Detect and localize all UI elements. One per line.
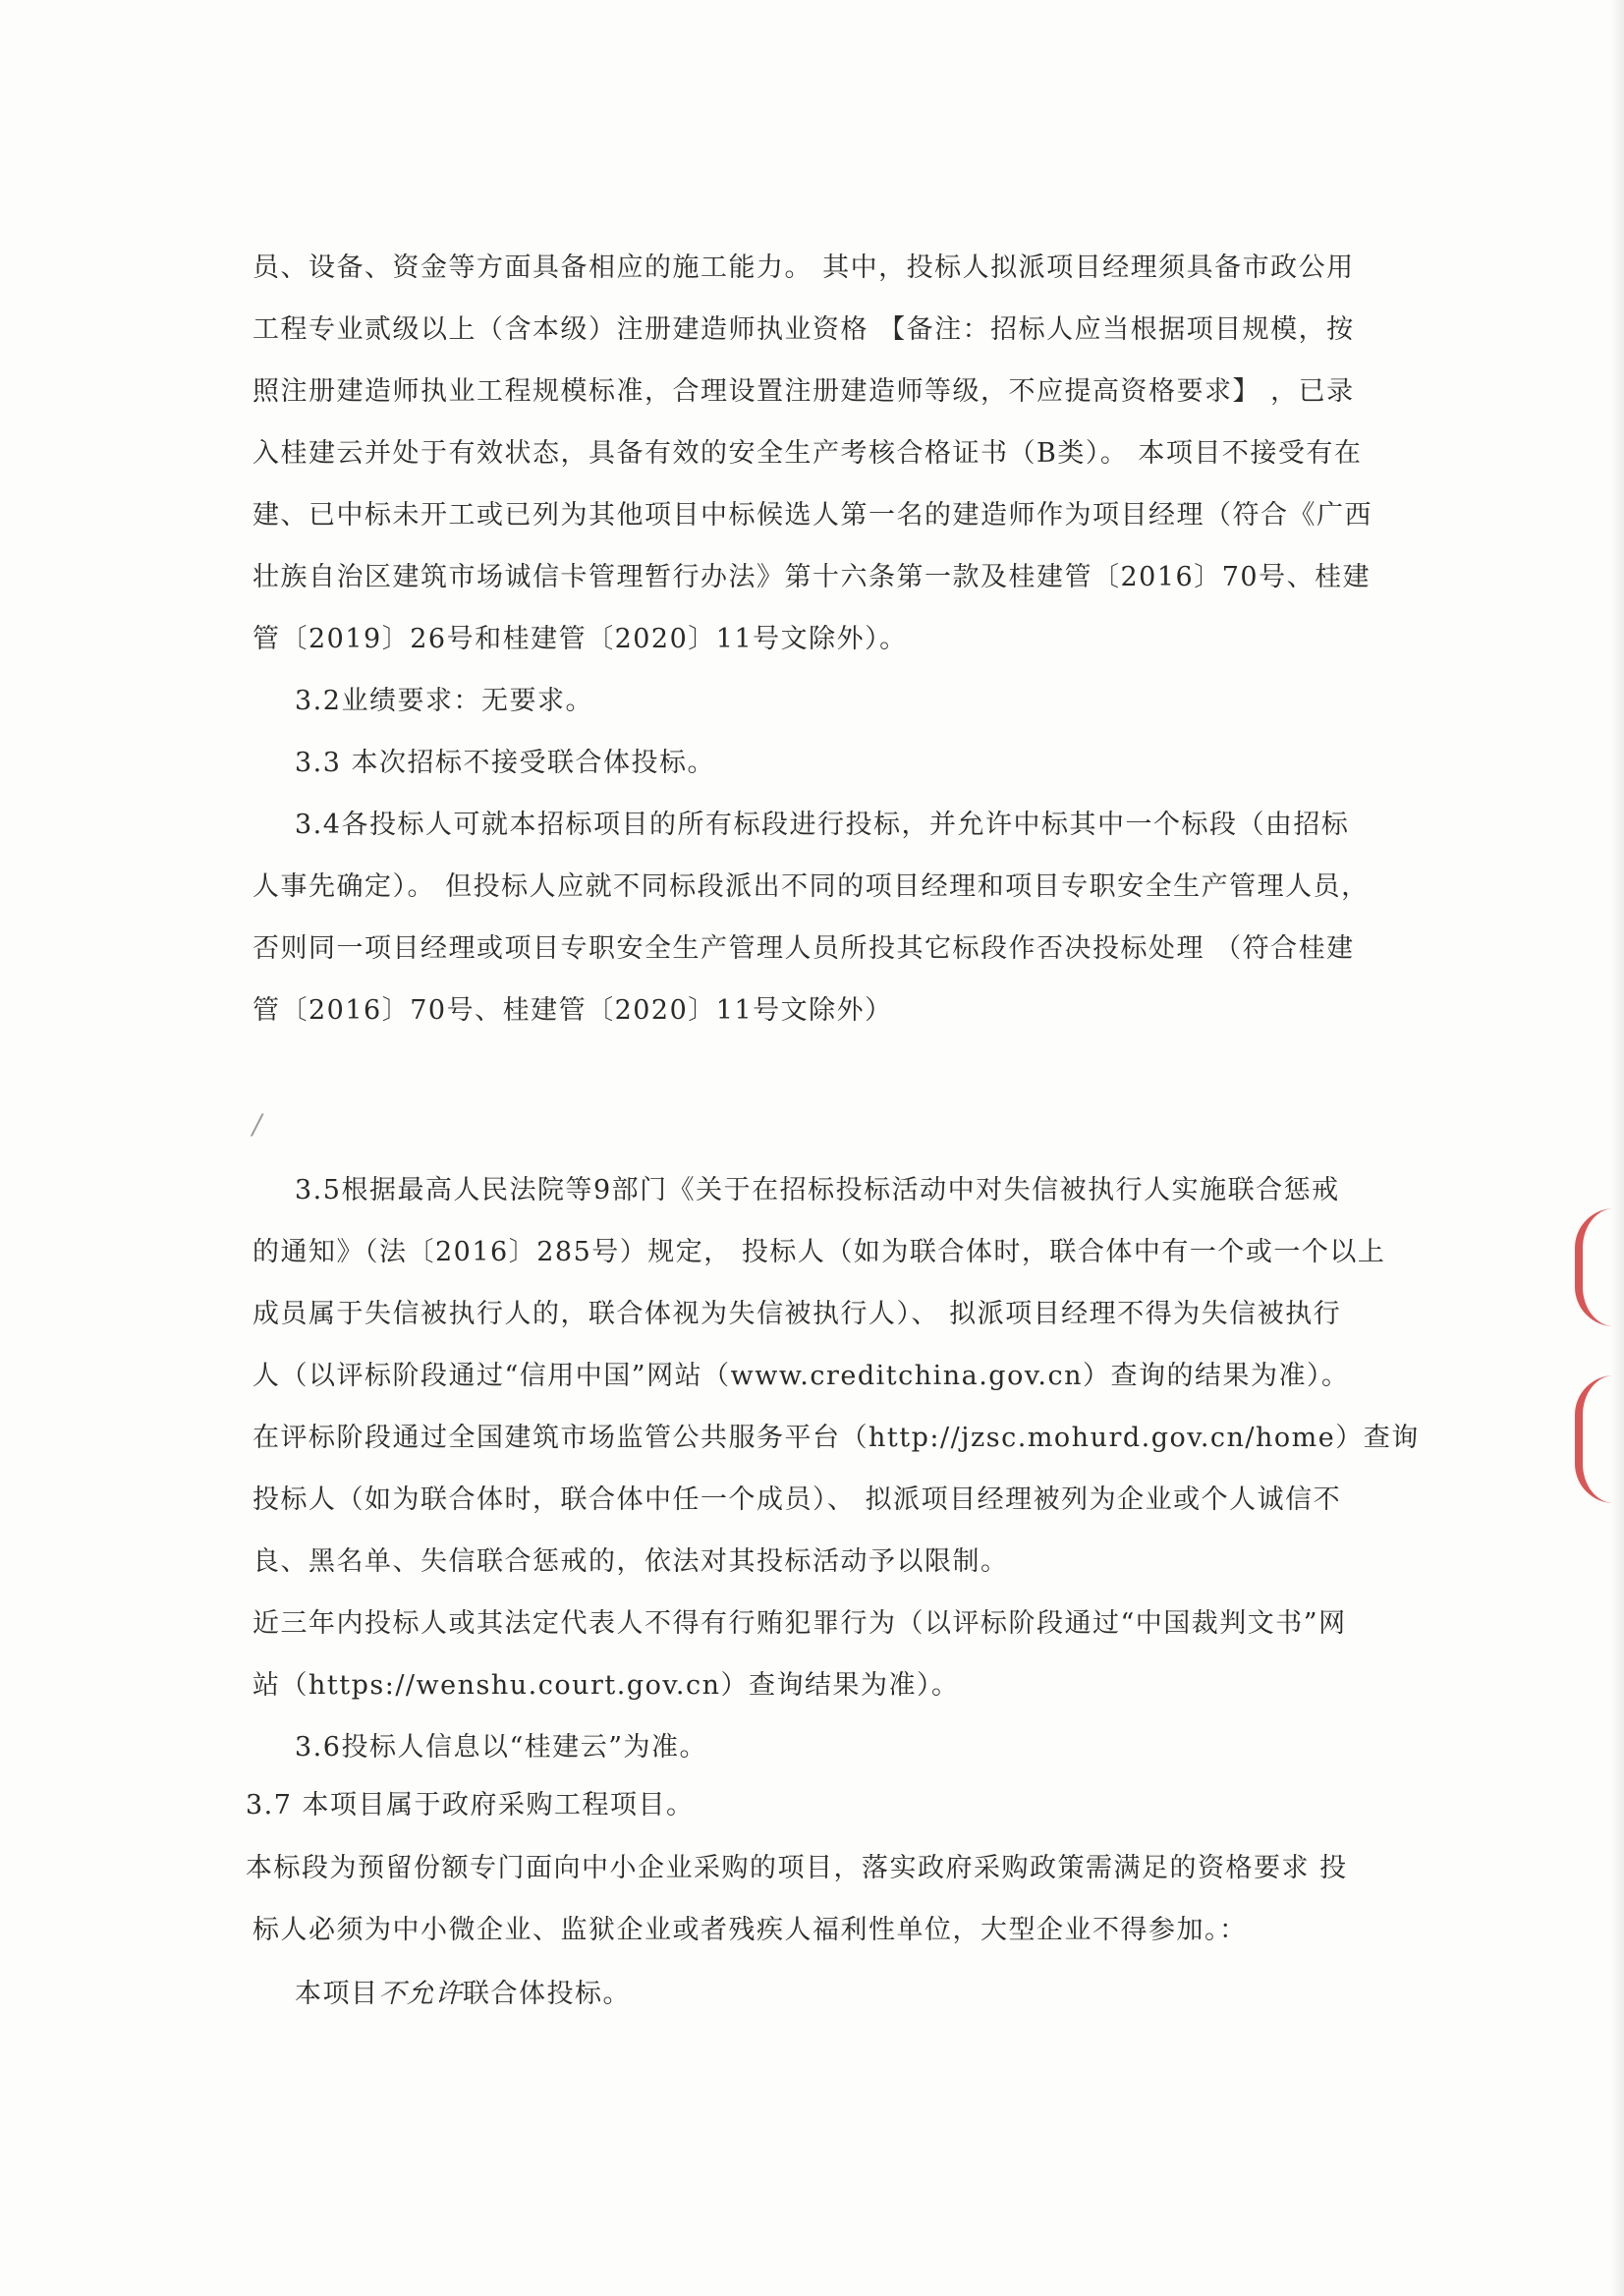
clause-3-7: 3.7 本项目属于政府采购工程项目。 xyxy=(246,1790,695,1820)
paragraph-line: 建、已中标未开工或已列为其他项目中标候选人第一名的建造师作为项目经理（符合《广西 xyxy=(252,500,1372,531)
paragraph-line: 管〔2016〕70号、桂建管〔2020〕11号文除外） xyxy=(252,995,893,1026)
paragraph-line: 人（以评标阶段通过“信用中国”网站（www.creditchina.gov.cn）查询的结果为准）。 xyxy=(252,1361,1350,1391)
paragraph-line: 成员属于失信被执行人的，联合体视为失信被执行人）、 拟派项目经理不得为失信被执行 xyxy=(252,1299,1342,1329)
final-statement-emphasis: 不允许 xyxy=(378,1979,463,2009)
paragraph-line: 员、设备、资金等方面具备相应的施工能力。 其中，投标人拟派项目经理须具备市政公用 xyxy=(252,252,1355,283)
paragraph-line: 标人必须为中小微企业、监狱企业或者残疾人福利性单位，大型企业不得参加。： xyxy=(252,1915,1248,1945)
paragraph-line: 本标段为预留份额专门面向中小企业采购的项目，落实政府采购政策需满足的资格要求 投 xyxy=(246,1853,1348,1883)
clause-3-6: 3.6投标人信息以“桂建云”为准。 xyxy=(295,1732,708,1763)
paragraph-line: 良、黑名单、失信联合惩戒的，依法对其投标活动予以限制。 xyxy=(252,1546,1009,1577)
final-statement xyxy=(295,1977,1343,2012)
final-statement-prefix: 本项目 xyxy=(295,1979,379,2009)
paragraph-line: 的通知》（法〔2016〕285号）规定， 投标人（如为联合体时，联合体中有一个或一个以上 xyxy=(252,1237,1386,1267)
paragraph-line: 否则同一项目经理或项目专职安全生产管理人员所投其它标段作否决投标处理 （符合桂建 xyxy=(252,933,1355,964)
paragraph-line: 工程专业贰级以上（含本级）注册建造师执业资格 【备注：招标人应当根据项目规模，按 xyxy=(252,314,1355,345)
paragraph-line: 近三年内投标人或其法定代表人不得有行贿犯罪行为（以评标阶段通过“中国裁判文书”网 xyxy=(252,1608,1347,1639)
page-edge xyxy=(1611,0,1624,2296)
clause-3-5: 3.5根据最高人民法院等9部门《关于在招标投标活动中对失信被执行人实施联合惩戒 xyxy=(295,1175,1340,1205)
paragraph-line: 投标人（如为联合体时，联合体中任一个成员）、 拟派项目经理被列为企业或个人诚信不 xyxy=(252,1484,1342,1515)
final-statement-suffix: 联合体投标。 xyxy=(463,1979,631,2009)
clause-3-3: 3.3 本次招标不接受联合体投标。 xyxy=(295,748,716,778)
paragraph-line: 入桂建云并处于有效状态，具备有效的安全生产考核合格证书（B类）。 本项目不接受有在 xyxy=(252,438,1363,469)
paragraph-line: 壮族自治区建筑市场诚信卡管理暂行办法》第十六条第一款及桂建管〔2016〕70号、桂建 xyxy=(252,562,1372,592)
paragraph-line: 在评标阶段通过全国建筑市场监管公共服务平台（http://jzsc.mohurd.gov.cn/home）查询 xyxy=(252,1423,1420,1453)
clause-3-4: 3.4各投标人可就本招标项目的所有标段进行投标，并允许中标其中一个标段（由招标 xyxy=(295,810,1350,840)
clause-3-2: 3.2业绩要求：无要求。 xyxy=(295,686,593,716)
paragraph-line: 照注册建造师执业工程规模标准，合理设置注册建造师等级，不应提高资格要求】 ，已录 xyxy=(252,376,1355,407)
paragraph-line: 人事先确定）。 但投标人应就不同标段派出不同的项目经理和项目专职安全生产管理人员， xyxy=(252,871,1370,902)
paragraph-line: 管〔2019〕26号和桂建管〔2020〕11号文除外）。 xyxy=(252,624,908,654)
scan-mark: / xyxy=(252,1108,262,1141)
paragraph-line: 站（https://wenshu.court.gov.cn）查询结果为准）。 xyxy=(252,1670,960,1701)
